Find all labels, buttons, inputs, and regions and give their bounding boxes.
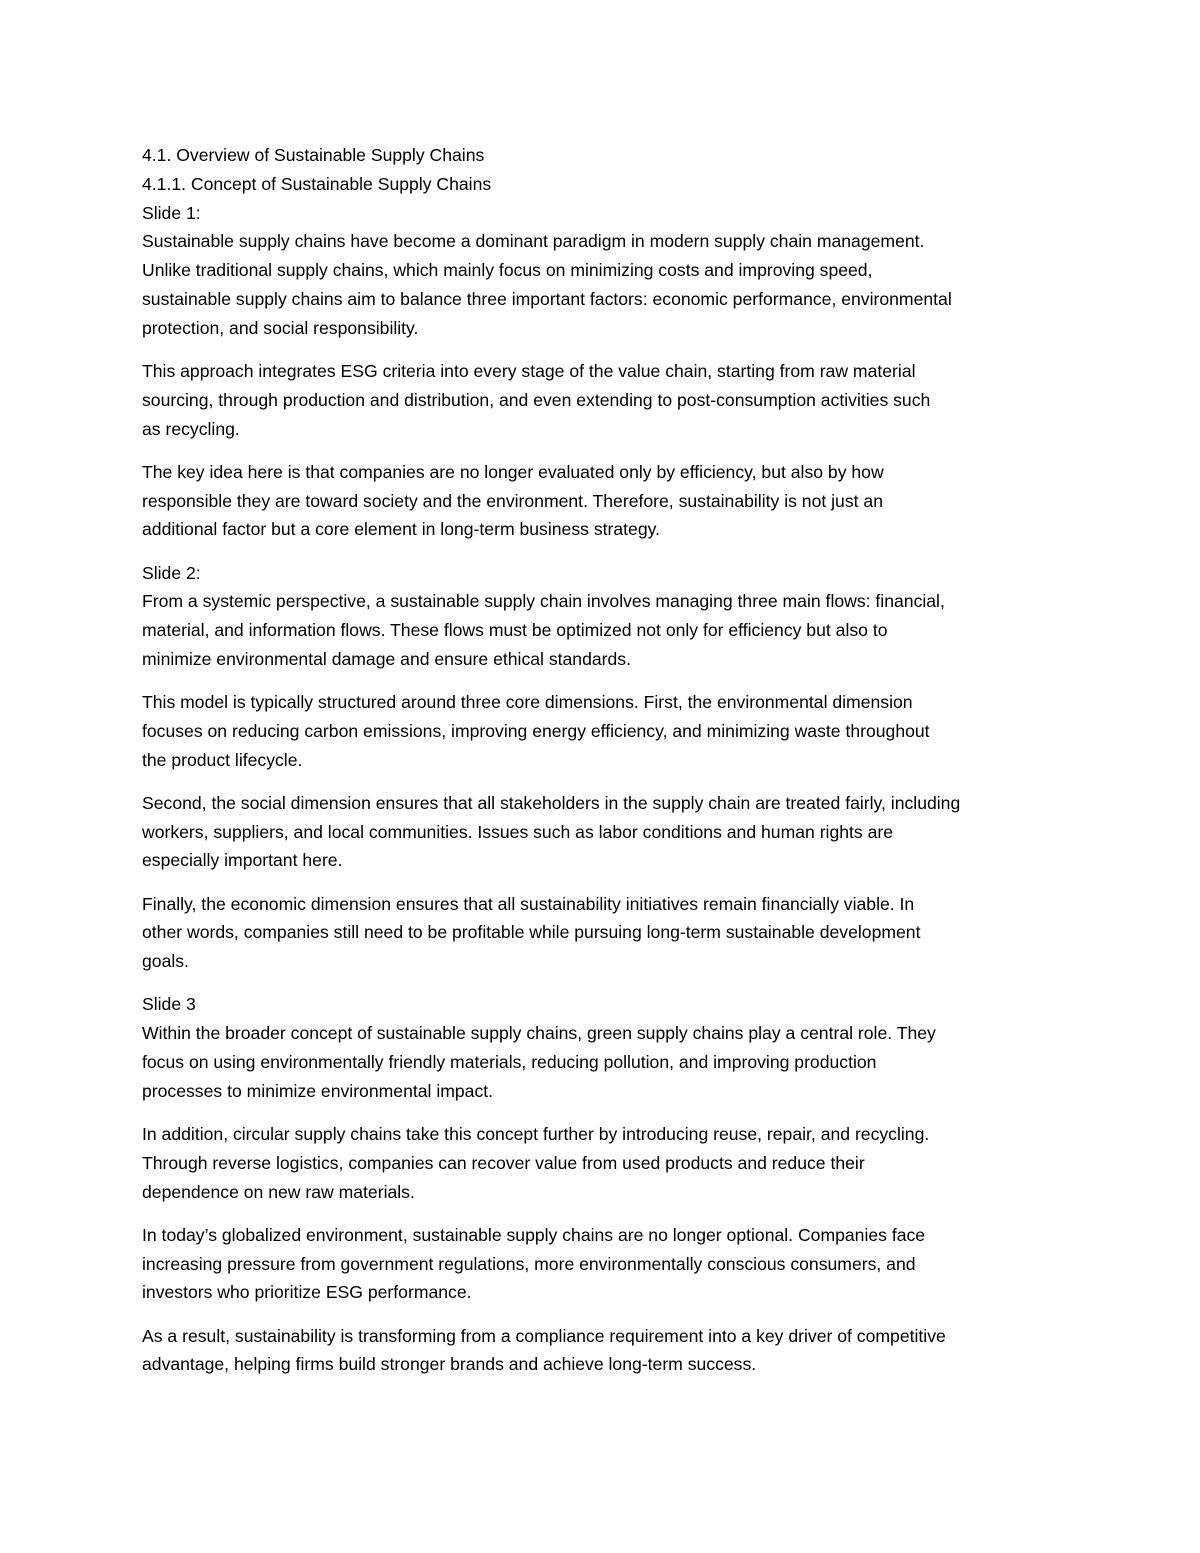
slide-label: Slide 2: — [142, 562, 201, 583]
paragraph — [142, 890, 1067, 976]
text-line: Through reverse logistics, companies can recover value from used products and reduce their — [142, 1152, 865, 1173]
slide-label: Slide 1: — [142, 202, 201, 223]
text-line: The key idea here is that companies are no longer evaluated only by efficiency, but also by how — [142, 461, 884, 482]
text-line: Sustainable supply chains have become a dominant paradigm in modern supply chain management. — [142, 231, 925, 252]
paragraph — [142, 587, 1067, 673]
text-line: Within the broader concept of sustainable supply chains, green supply chains play a central role. They — [142, 1023, 936, 1044]
text-line: In addition, circular supply chains take this concept further by introducing reuse, repair, and recycling. — [142, 1124, 930, 1145]
text-line: additional factor but a core element in long-term business strategy. — [142, 519, 660, 540]
text-line: especially important here. — [142, 850, 343, 871]
text-line: investors who prioritize ESG performance. — [142, 1282, 472, 1303]
text-line: workers, suppliers, and local communities. Issues such as labor conditions and human rights are — [142, 821, 894, 842]
text-line: In today’s globalized environment, sustainable supply chains are no longer optional. Companies face — [142, 1224, 926, 1245]
text-line: sustainable supply chains aim to balance three important factors: economic performance, environmental — [142, 288, 952, 309]
text-line: Second, the social dimension ensures that all stakeholders in the supply chain are treated fairly, including — [142, 792, 961, 813]
text-line: dependence on new raw materials. — [142, 1181, 415, 1202]
section-heading: 4.1. Overview of Sustainable Supply Chains — [142, 145, 485, 165]
text-line: Finally, the economic dimension ensures that all sustainability initiatives remain financially viable. In — [142, 893, 915, 914]
text-line: other words, companies still need to be profitable while pursuing long-term sustainable development — [142, 922, 921, 943]
paragraph — [142, 789, 1067, 875]
text-line: responsible they are toward society and the environment. Therefore, sustainability is not just an — [142, 490, 883, 511]
text-line: material, and information flows. These flows must be optimized not only for efficiency but also to — [142, 620, 888, 641]
slide-label: Slide 3 — [142, 994, 196, 1015]
paragraph — [142, 688, 1067, 774]
text-line: advantage, helping firms build stronger brands and achieve long-term success. — [142, 1354, 757, 1375]
document-body — [142, 141, 1067, 1379]
text-line: As a result, sustainability is transforming from a compliance requirement into a key driver of competitive — [142, 1325, 946, 1346]
text-line: processes to minimize environmental impact. — [142, 1080, 494, 1101]
text-line: as recycling. — [142, 418, 240, 439]
paragraph — [142, 1221, 1067, 1307]
text-line: sourcing, through production and distribution, and even extending to post-consumption activities such — [142, 389, 931, 410]
subsection-heading: 4.1.1. Concept of Sustainable Supply Chains — [142, 173, 492, 194]
paragraph — [142, 1322, 1067, 1380]
text-line: This model is typically structured around three core dimensions. First, the environmental dimension — [142, 692, 913, 713]
text-line: protection, and social responsibility. — [142, 317, 419, 338]
text-line: Unlike traditional supply chains, which mainly focus on minimizing costs and improving speed, — [142, 260, 873, 281]
text-line: the product lifecycle. — [142, 749, 303, 770]
text-line: increasing pressure from government regulations, more environmentally conscious consumers, and — [142, 1253, 916, 1274]
paragraph — [142, 1019, 1067, 1105]
paragraph — [142, 1120, 1067, 1206]
text-line: This approach integrates ESG criteria into every stage of the value chain, starting from raw material — [142, 360, 916, 381]
paragraph — [142, 458, 1067, 544]
paragraph — [142, 227, 1067, 342]
text-line: From a systemic perspective, a sustainable supply chain involves managing three main flows: financial, — [142, 591, 945, 612]
text-line: focus on using environmentally friendly materials, reducing pollution, and improving production — [142, 1052, 877, 1073]
text-line: minimize environmental damage and ensure ethical standards. — [142, 648, 631, 669]
text-line: focuses on reducing carbon emissions, improving energy efficiency, and minimizing waste throughout — [142, 720, 930, 741]
text-line: goals. — [142, 951, 189, 972]
paragraph — [142, 357, 1067, 443]
